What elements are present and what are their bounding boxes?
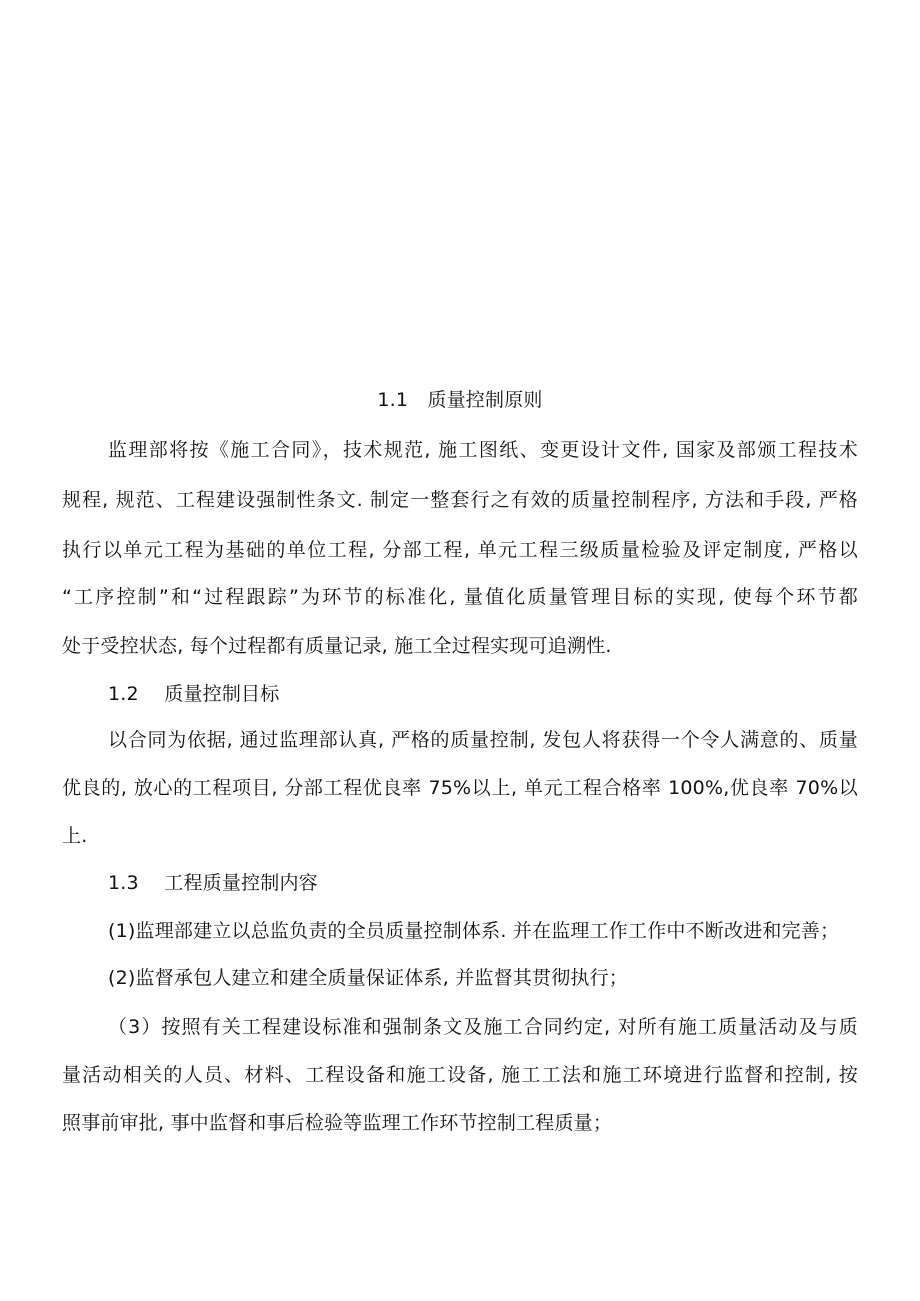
paragraph-line: 处于受控状态, 每个过程都有质量记录, 施工全过程实现可追溯性. <box>62 635 612 657</box>
list-item: (1)监理部建立以总监负责的全员质量控制体系. 并在监理工作工作中不断改进和完善； <box>108 920 840 942</box>
paragraph-line: 规程, 规范、工程建设强制性条文. 制定一整套行之有效的质量控制程序, 方法和手段, 严格 <box>62 489 858 511</box>
paragraph-line: 上. <box>62 825 88 847</box>
paragraph-line: “工序控制”和“过程跟踪”为环节的标准化, 量值化质量管理目标的实现, 使每个环节都 <box>62 586 858 608</box>
paragraph-line: 监理部将按《施工合同》，技术规范, 施工图纸、变更设计文件, 国家及部颁工程技术 <box>108 439 858 461</box>
section-heading-1-1: 1.1 质量控制原则 <box>377 389 543 411</box>
paragraph-line: 执行以单元工程为基础的单位工程, 分部工程, 单元工程三级质量检验及评定制度, 严格以 <box>62 539 858 561</box>
section-heading-1-3: 1.3 工程质量控制内容 <box>108 872 318 894</box>
list-item: （3）按照有关工程建设标准和强制条文及施工合同约定, 对所有施工质量活动及与质 <box>108 1016 858 1038</box>
paragraph-line: 以合同为依据, 通过监理部认真, 严格的质量控制, 发包人将获得一个令人满意的、质量 <box>108 729 858 751</box>
paragraph-line: 量活动相关的人员、材料、工程设备和施工设备, 施工工法和施工环境进行监督和控制, 按 <box>62 1064 858 1086</box>
paragraph-line: 优良的, 放心的工程项目, 分部工程优良率 75%以上, 单元工程合格率 100%,优良率 70%以 <box>62 777 858 799</box>
list-item: (2)监督承包人建立和建全质量保证体系, 并监督其贯彻执行； <box>108 967 628 989</box>
section-heading-1-2: 1.2 质量控制目标 <box>108 683 280 705</box>
paragraph-line: 照事前审批, 事中监督和事后检验等监理工作环节控制工程质量； <box>62 1112 613 1134</box>
